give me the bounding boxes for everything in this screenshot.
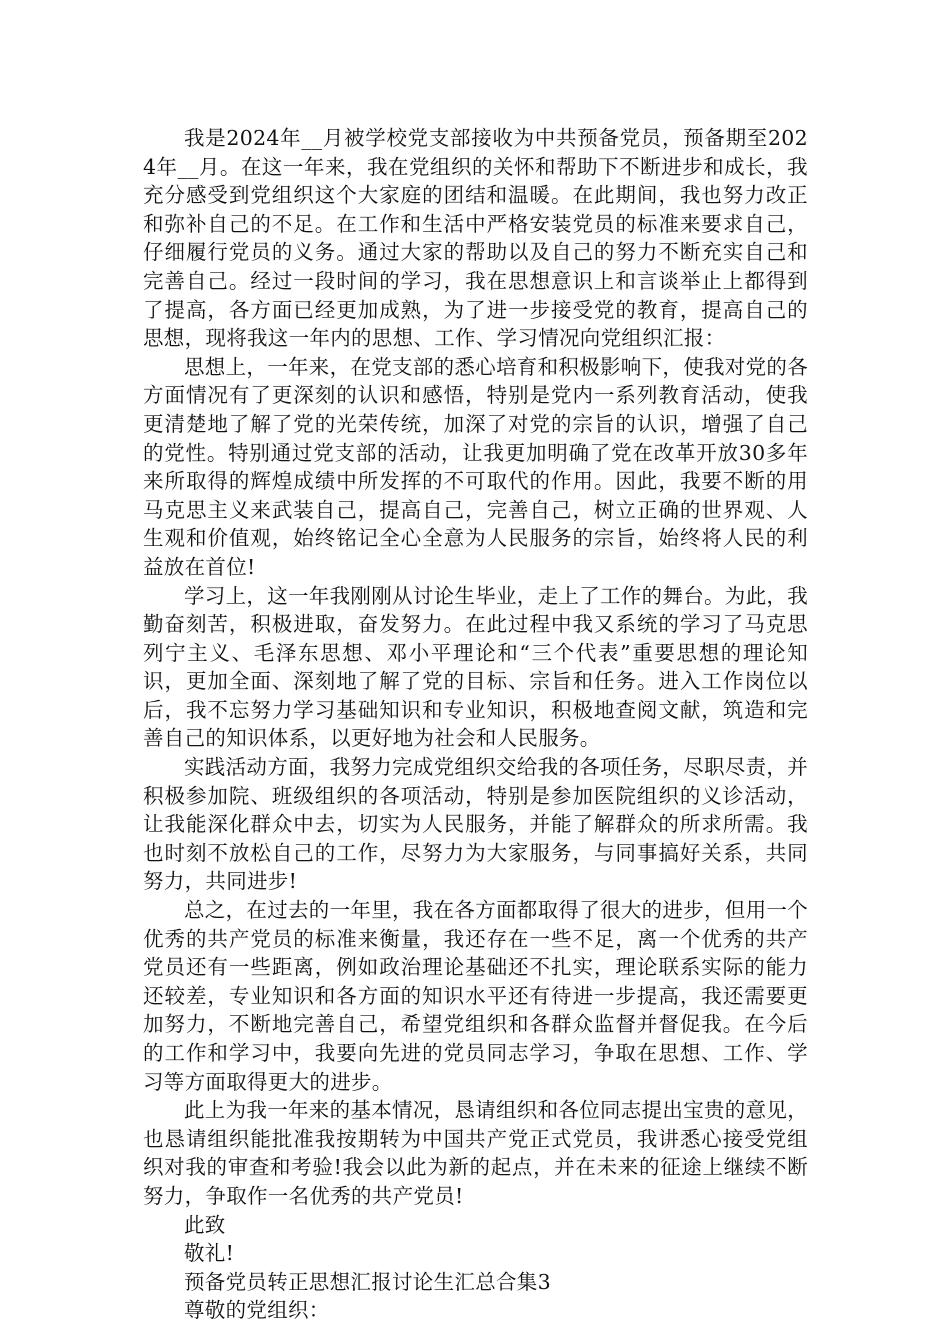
paragraph-summary: 总之，在过去的一年里，我在各方面都取得了很大的进步，但用一个优秀的共产党员的标准来衡量，我还存在一些不足，离一个优秀的共产党员还有一些距离，例如政治理论基础还不扎实，理论联系实际的能力还较差，专业知识和各方面的知识水平还有待进一步提高，我还需要更加努力，不断地完善自己，希望党组织和各群众监督并督促我。在今后的工作和学习中，我要向先进的党员同志学习，争取在思想、工作、学习等方面取得更大的进步。 bbox=[143, 898, 808, 1094]
paragraph-study: 学习上，这一年我刚刚从讨论生毕业，走上了工作的舞台。为此，我勤奋刻苦，积极进取，奋发努力。在此过程中我又系统的学习了马克思列宁主义、毛泽东思想、邓小平理论和“三个代表”重要思想的理论知识，更加全面、深刻地了解了党的目标、宗旨和任务。进入工作岗位以后，我不忘努力学习基础知识和专业知识，积极地查阅文献，筑造和完善自己的知识体系，以更好地为社会和人民服务。 bbox=[143, 583, 808, 751]
paragraph-practice: 实践活动方面，我努力完成党组织交给我的各项任务，尽职尽责，并积极参加院、班级组织的各项活动，特别是参加医院组织的义诊活动，让我能深化群众中去，切实为人民服务，并能了解群众的所求所需。我也时刻不放松自己的工作，尽努力为大家服务，与同事搞好关系，共同努力，共同进步! bbox=[143, 755, 808, 894]
next-section-salutation: 尊敬的党组织： bbox=[184, 1298, 330, 1323]
document-body bbox=[143, 124, 808, 1325]
closing-line-1: 此致 bbox=[184, 1212, 226, 1237]
next-section-title: 预备党员转正思想汇报讨论生汇总合集3 bbox=[184, 1269, 551, 1294]
paragraph-request: 此上为我一年来的基本情况，恳请组织和各位同志提出宝贵的意见，也恳请组织能批准我按期转为中国共产党正式党员，我讲悉心接受党组织对我的审查和考验!我会以此为新的起点，并在未来的征途上继续不断努力，争取作一名优秀的共产党员! bbox=[143, 1098, 808, 1208]
paragraph-intro: 我是2024年__月被学校党支部接收为中共预备党员，预备期至2024年__月。在这一年来，我在党组织的关怀和帮助下不断进步和成长，我充分感受到党组织这个大家庭的团结和温暖。在此期间，我也努力改正和弥补自己的不足。在工作和生活中严格安装党员的标准来要求自己，仔细履行党员的义务。通过大家的帮助以及自己的努力不断充实自己和完善自己。经过一段时间的学习，我在思想意识上和言谈举止上都得到了提高，各方面已经更加成熟，为了进一步接受党的教育，提高自己的思想，现将我这一年内的思想、工作、学习情况向党组织汇报： bbox=[143, 126, 808, 351]
paragraph-thought: 思想上，一年来，在党支部的悉心培育和积极影响下，使我对党的各方面情况有了更深刻的认识和感悟，特别是党内一系列教育活动，使我更清楚地了解了党的光荣传统，加深了对党的宗旨的认识，增强了自己的党性。特别通过党支部的活动，让我更加明确了党在改革开放30多年来所取得的辉煌成绩中所发挥的不可取代的作用。因此，我要不断的用马克思主义来武装自己，提高自己，完善自己，树立正确的世界观、人生观和价值观，始终铭记全心全意为人民服务的宗旨，始终将人民的利益放在首位! bbox=[143, 354, 808, 579]
closing-line-2: 敬礼! bbox=[184, 1241, 235, 1266]
